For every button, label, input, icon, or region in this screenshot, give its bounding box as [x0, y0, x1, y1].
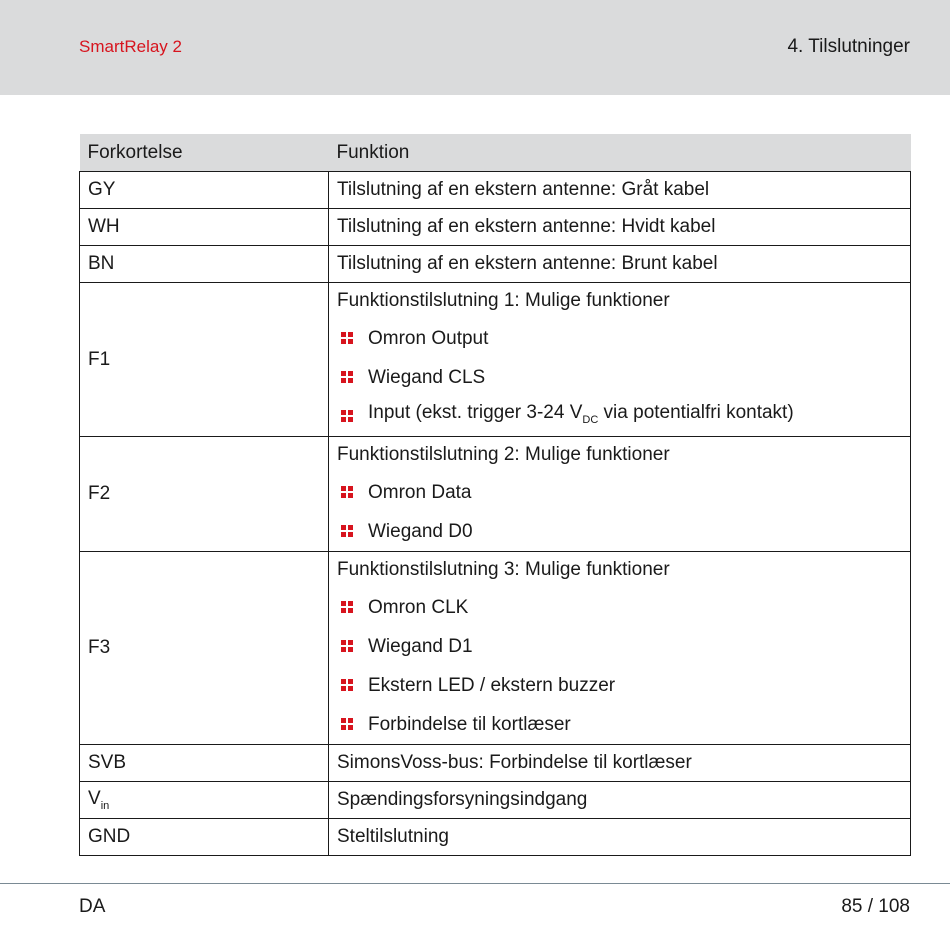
list-item	[337, 397, 902, 436]
table-row	[80, 437, 911, 552]
table-row	[80, 745, 911, 782]
language-label: DA	[79, 896, 106, 917]
function-title: Funktionstilslutning 1: Mulige funktioner	[337, 290, 670, 311]
bullet-icon	[341, 486, 354, 499]
list-item-label: Wiegand CLS	[368, 367, 486, 388]
table-row	[80, 819, 911, 856]
abbr-cell: WH	[80, 209, 329, 246]
page-number: 85 / 108	[841, 896, 910, 917]
function-cell	[329, 552, 911, 745]
page-header	[0, 0, 950, 95]
list-item-label: Wiegand D0	[368, 521, 473, 542]
bullet-icon	[341, 640, 354, 653]
abbr-main: V	[88, 788, 101, 810]
abbr-cell: F2	[80, 437, 329, 552]
function-cell	[329, 283, 911, 437]
list-item-label: Omron Data	[368, 482, 472, 503]
bullet-icon	[341, 410, 354, 423]
table-row	[80, 209, 911, 246]
list-item	[337, 666, 902, 705]
list-item-label: Ekstern LED / ekstern buzzer	[368, 675, 616, 696]
list-item	[337, 588, 902, 627]
list-item	[337, 473, 902, 512]
list-item	[337, 319, 902, 358]
bullet-icon	[341, 718, 354, 731]
function-cell: Steltilslutning	[329, 819, 911, 856]
list-item-label: Wiegand D1	[368, 636, 473, 657]
function-cell	[329, 437, 911, 552]
list-item	[337, 512, 902, 551]
bullet-icon	[341, 332, 354, 345]
list-item	[337, 705, 902, 744]
table-row	[80, 246, 911, 283]
abbr-subscript: in	[100, 799, 110, 812]
abbr-cell: BN	[80, 246, 329, 283]
table-row	[80, 552, 911, 745]
table-row	[80, 283, 911, 437]
list-item-label	[368, 395, 794, 438]
list-item	[337, 627, 902, 666]
function-title: Funktionstilslutning 3: Mulige funktioner	[337, 559, 670, 580]
abbr-cell: GND	[80, 819, 329, 856]
input-text-pre: Input (ekst. trigger 3-24 V	[368, 402, 583, 424]
abbr-cell: SVB	[80, 745, 329, 782]
input-text-post: via potentialfri kontakt)	[598, 402, 794, 424]
bullet-icon	[341, 371, 354, 384]
column-header-abbreviation: Forkortelse	[80, 134, 329, 172]
abbr-cell: F3	[80, 552, 329, 745]
bullet-icon	[341, 525, 354, 538]
chapter-title: 4. Tilslutninger	[787, 36, 910, 57]
table-header-row	[80, 134, 911, 172]
bullet-icon	[341, 601, 354, 614]
function-title: Funktionstilslutning 2: Mulige funktioner	[337, 444, 670, 465]
connections-table	[79, 134, 911, 856]
abbr-cell: F1	[80, 283, 329, 437]
function-cell: Tilslutning af en ekstern antenne: Brunt kabel	[329, 246, 911, 283]
input-subscript: DC	[582, 413, 599, 426]
table-row	[80, 172, 911, 209]
list-item-label: Omron CLK	[368, 597, 469, 618]
function-cell: Spændingsforsyningsindgang	[329, 782, 911, 819]
list-item-label: Omron Output	[368, 328, 489, 349]
column-header-function: Funktion	[329, 134, 911, 172]
function-cell: Tilslutning af en ekstern antenne: Hvidt kabel	[329, 209, 911, 246]
abbr-cell	[80, 782, 329, 819]
footer-divider	[0, 883, 950, 884]
list-item	[337, 358, 902, 397]
brand-label: SmartRelay 2	[79, 37, 182, 56]
abbr-cell: GY	[80, 172, 329, 209]
function-cell: Tilslutning af en ekstern antenne: Gråt kabel	[329, 172, 911, 209]
bullet-icon	[341, 679, 354, 692]
function-cell: SimonsVoss-bus: Forbindelse til kortlæser	[329, 745, 911, 782]
list-item-label: Forbindelse til kortlæser	[368, 714, 571, 735]
table-row	[80, 782, 911, 819]
